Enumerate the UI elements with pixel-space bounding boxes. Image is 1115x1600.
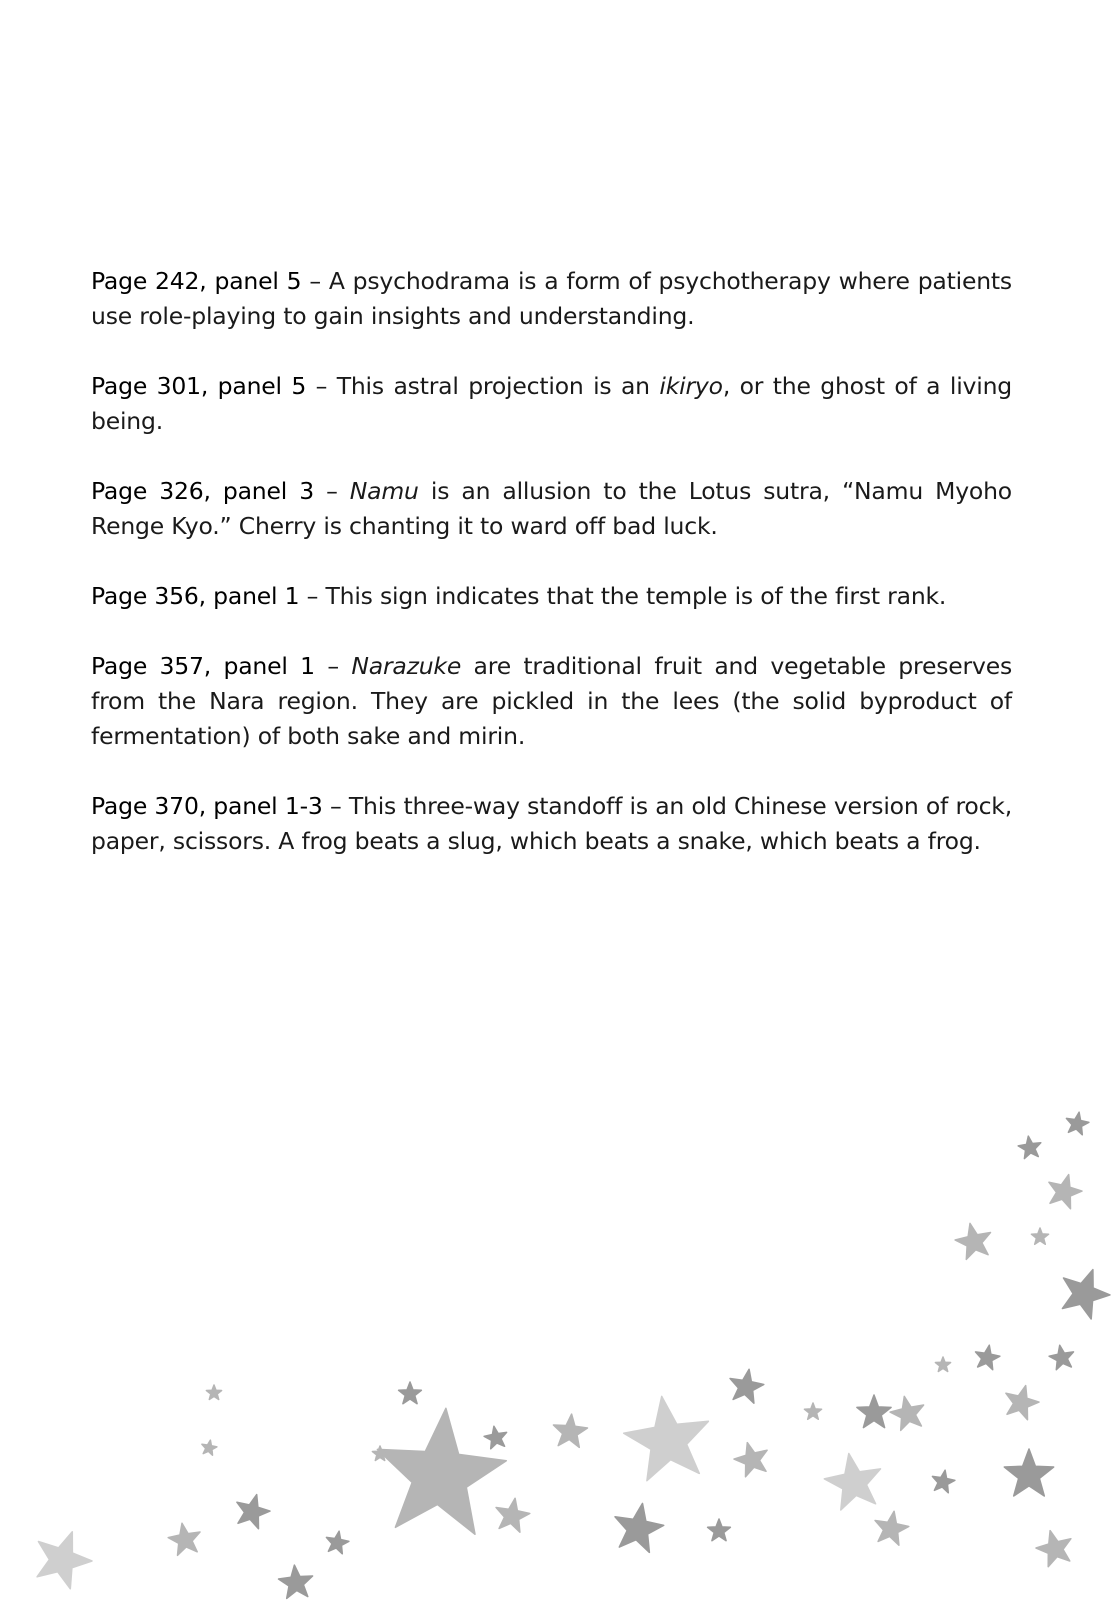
note (91, 264, 1012, 334)
star-icon (326, 1531, 349, 1554)
star-icon (615, 1503, 664, 1552)
note (91, 579, 1012, 614)
star-icon (496, 1498, 530, 1532)
star-icon (1036, 1531, 1071, 1567)
star-icon (932, 1470, 955, 1493)
note-text: – Namu is an allusion to the Lotus sutra, “Namu Myoho Renge Kyo.” Cherry is chanting it to ward off bad luck. (91, 477, 1012, 540)
star-icon (37, 1532, 92, 1589)
note (91, 474, 1012, 544)
star-icon (372, 1446, 387, 1461)
star-icon (1004, 1449, 1053, 1496)
star-icon (935, 1357, 950, 1372)
note-reference: Page 357, panel 1 (91, 652, 315, 680)
star-icon (1049, 1345, 1073, 1370)
star-icon (377, 1408, 506, 1534)
star-icon (1062, 1270, 1110, 1319)
star-icon (279, 1565, 313, 1598)
note-text: – A psychodrama is a form of psychotherapy where patients use role-playing to gain insights and understanding. (91, 267, 1012, 330)
star-icon (624, 1396, 709, 1480)
translation-notes (91, 264, 1012, 894)
italic-term: ikiryo (659, 372, 723, 400)
star-icon (202, 1440, 217, 1455)
star-icon (484, 1426, 507, 1449)
star-icon (1066, 1112, 1089, 1135)
star-icon (976, 1345, 1000, 1370)
star-icon (1031, 1228, 1048, 1244)
note-reference: Page 356, panel 1 (91, 582, 300, 610)
star-icon (824, 1454, 880, 1511)
star-icon (857, 1395, 891, 1428)
note (91, 369, 1012, 439)
star-icon (237, 1495, 270, 1529)
star-icon (955, 1223, 990, 1259)
star-icon (1018, 1136, 1041, 1159)
star-icon (1049, 1175, 1082, 1209)
star-icon (804, 1403, 821, 1419)
note (91, 649, 1012, 754)
note-text: – This three-way standoff is an old Chinese version of rock, paper, scissors. A frog beats a slug, which beats a snake, which beats a frog. (91, 792, 1012, 855)
note-reference: Page 242, panel 5 (91, 267, 302, 295)
star-icon (206, 1385, 221, 1400)
star-icon (168, 1523, 200, 1555)
note-text: – This astral projection is an ikiryo, or the ghost of a living being. (91, 372, 1012, 435)
note-text: – Narazuke are traditional fruit and vegetable preserves from the Nara region. They are pickled in the lees (the solid byproduct of fermentation) of both sake and mirin. (91, 652, 1012, 750)
italic-term: Namu (349, 477, 419, 505)
star-icon (708, 1519, 731, 1541)
note-reference: Page 326, panel 3 (91, 477, 314, 505)
star-icon (890, 1396, 924, 1430)
note-reference: Page 301, panel 5 (91, 372, 307, 400)
star-icon (553, 1414, 587, 1447)
star-icon (875, 1511, 909, 1545)
star-icon (734, 1443, 767, 1477)
star-icon (730, 1369, 764, 1403)
star-icon (1006, 1386, 1039, 1420)
star-icon (399, 1382, 422, 1404)
note (91, 789, 1012, 859)
note-text: – This sign indicates that the temple is of the first rank. (299, 582, 947, 610)
italic-term: Narazuke (351, 652, 462, 680)
note-reference: Page 370, panel 1-3 (91, 792, 323, 820)
